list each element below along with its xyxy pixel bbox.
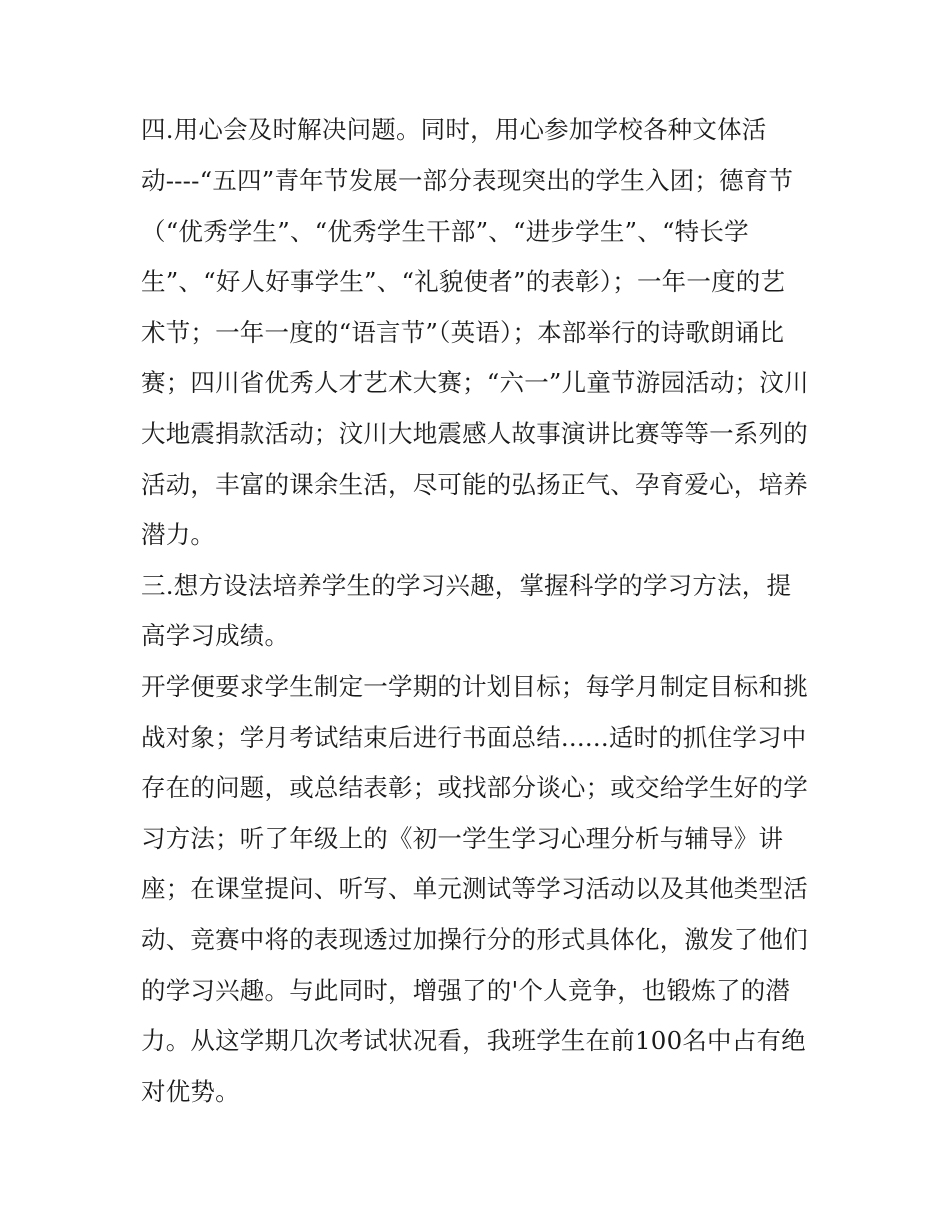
section-heading: 高学习成绩。 — [141, 621, 290, 650]
text-line: 活动，丰富的课余生活，尽可能的弘扬正气、孕育爱心，培养 — [141, 470, 808, 499]
text-line: 动、竞赛中将的表现透过加操行分的形式具体化，激发了他们 — [141, 925, 808, 954]
text-line: 开学便要求学生制定一学期的计划目标；每学月制定目标和挑 — [141, 672, 808, 701]
text-line: 动----“五四”青年节发展一部分表现突出的学生入团；德育节 — [141, 166, 794, 195]
text-line: 座；在课堂提问、听写、单元测试等学习活动以及其他类型活 — [141, 874, 808, 903]
text-line: 术节；一年一度的“语言节”（英语）；本部举行的诗歌朗诵比 — [141, 318, 785, 347]
text-line: 存在的问题，或总结表彰；或找部分谈心；或交给学生好的学 — [141, 773, 808, 802]
text-line: 战对象；学月考试结束后进行书面总结......适时的抓住学习中 — [141, 723, 807, 752]
text-line: 大地震捐款活动；汶川大地震感人故事演讲比赛等等一系列的 — [141, 419, 808, 448]
text-line: 赛；四川省优秀人才艺术大赛；“六一”儿童节游园活动；汶川 — [141, 368, 809, 397]
text-line: 对优势。 — [141, 1077, 240, 1106]
section-heading: 三.想方设法培养学生的学习兴趣，掌握科学的学习方法，提 — [141, 571, 792, 600]
text-line: 的学习兴趣。与此同时，增强了的'个人竞争，也锻炼了的潜 — [141, 976, 791, 1005]
text-line: 习方法；听了年级上的《初一学生学习心理分析与辅导》讲 — [141, 824, 784, 853]
text-line: 力。从这学期几次考试状况看，我班学生在前100名中占有绝 — [141, 1026, 806, 1055]
text-line: 潜力。 — [141, 520, 216, 549]
text-line: （“优秀学生”、“优秀学生干部”、“进步学生”、“特长学 — [141, 217, 749, 246]
text-line: 生”、“好人好事学生”、“礼貌使者”的表彰）；一年一度的艺 — [141, 267, 786, 296]
text-line: 四.用心会及时解决问题。同时，用心参加学校各种文体活 — [141, 115, 767, 144]
